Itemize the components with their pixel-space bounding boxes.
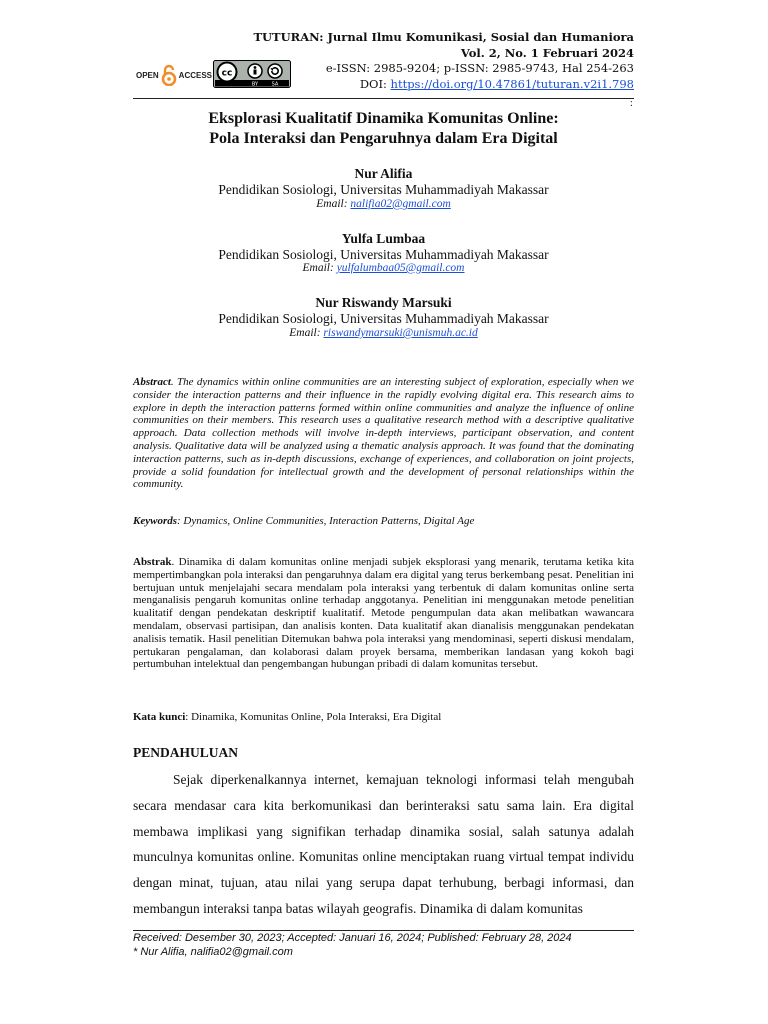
author-email-link[interactable]: nalifia02@gmail.com (350, 198, 451, 210)
footer-dates: Received: Desember 30, 2023; Accepted: Januari 16, 2024; Published: February 28, 2024 (133, 932, 572, 944)
license-by-label: BY (251, 81, 259, 88)
doi-label: DOI: (359, 76, 391, 91)
section-heading: PENDAHULUAN (133, 745, 239, 760)
keywords-text: : Dynamics, Online Communities, Interaction Patterns, Digital Age (177, 515, 475, 527)
abstrak-text: . Dinamika di dalam komunitas online menjadi subjek eksplorasi yang menarik, terutama ketika kita mempertimbangkan pola interaksi dan pengaruhnya dalam era digital yang terus berkembang pesat. Penelitian ini bertujuan untuk menjelajahi secara mendalam pola interaksi yang terbentuk di dalam komunitas online serta menganalisis pengaruh komunitas online terhadap anggotanya. Penelitian ini menggunakan metode penelitian kualitatif dengan pendekatan deskriptif kualitatif. Metode pengumpulan data akan melibatkan wawancara mendalam, observasi partisipan, dan analisis konten. Data kualitatif akan dianalisis menggunakan pendekatan analisis tematik. Hasil penelitian Ditemukan bahwa pola interaksi yang mendominasi, seperti diskusi mendalam, pertukaran pengalaman, dan kolaborasi dalam proyek bersama, memberikan landasan yang kokoh bagi pertumbuhan intelektual dan pengembangan hubungan pribadi di dalam komunitas tersebut. (133, 556, 634, 671)
abstract-label: Abstract (133, 376, 171, 388)
doi-link[interactable]: https://doi.org/10.47861/tuturan.v2i1.798 (390, 76, 634, 91)
journal-name: TUTURAN: Jurnal Ilmu Komunikasi, Sosial dan Humaniora (253, 30, 634, 44)
author-email: Email: nalifia02@gmail.com (316, 198, 451, 210)
kata-kunci-text: : Dinamika, Komunitas Online, Pola Interaksi, Era Digital (185, 711, 442, 723)
open-lock-icon (161, 64, 177, 86)
journal-volume: Vol. 2, No. 1 Februari 2024 (460, 45, 634, 60)
abstract-indonesian (133, 556, 634, 671)
paper-title (133, 109, 634, 149)
journal-issn: e-ISSN: 2985-9204; p-ISSN: 2985-9743, Hal 254-263 (325, 61, 634, 75)
keywords-indonesian (133, 711, 634, 723)
author-affiliation: Pendidikan Sosiologi, Universitas Muhammadiyah Makassar (218, 247, 549, 262)
author-email: Email: riswandymarsuki@unismuh.ac.id (289, 327, 478, 339)
author-email-link[interactable]: yulfalumbaa05@gmail.com (336, 262, 465, 274)
kata-kunci-label: Kata kunci (133, 711, 186, 723)
keywords-label: Keywords (133, 515, 177, 527)
keywords-english (133, 515, 634, 527)
footer-corresponding-author: * Nur Alifia, nalifia02@gmail.com (133, 946, 293, 958)
svg-text:cc: cc (221, 68, 233, 79)
title-line-1: Eksplorasi Kualitatif Dinamika Komunitas Online: (208, 110, 559, 127)
author-email-link[interactable]: riswandymarsuki@unismuh.ac.id (323, 327, 478, 339)
author-affiliation: Pendidikan Sosiologi, Universitas Muhammadiyah Makassar (218, 182, 549, 197)
header-colon: : (630, 98, 633, 109)
body-paragraph: Sejak diperkenalkannya internet, kemajuan teknologi informasi telah mengubah secara mendasar cara kita berkomunikasi dan berinteraksi satu sama lain. Era digital membawa implikasi yang signifikan terhadap dinamika sosial, salah satunya adalah munculnya komunitas online. Komunitas online menciptakan ruang virtual tempat individu dengan minat, tujuan, atau nilai yang serupa dapat terhubung, berbagi informasi, dan membangun interaksi tanpa batas wilayah geografis. Dinamika di dalam komunitas (133, 772, 634, 916)
author-name: Nur Alifia (354, 166, 413, 181)
abstrak-label: Abstrak (133, 556, 172, 568)
journal-doi (253, 77, 634, 93)
header-divider (133, 98, 634, 99)
footer-divider (133, 930, 634, 931)
journal-header (253, 30, 634, 92)
abstract-text: . The dynamics within online communities are an interesting subject of exploration, especially when we consider the interaction patterns and their influence in the rapidly evolving digital era. This research aims to explore in depth the interaction patterns formed within online communities and analyze the influence of online communities on their members. This research uses a qualitative research method with a descriptive qualitative approach. Data collection methods will involve in-depth interviews, participant observation, and content analysis. Qualitative data will be analyzed using a thematic analysis approach. It was found that the dominating interaction patterns, such as in-depth discussions, exchange of experiences, and collaboration on joint projects, provide a solid foundation for intellectual growth and the development of personal relationships within the community. (133, 376, 634, 491)
abstract-english (133, 376, 634, 491)
open-access-label-right: ACCESS (178, 70, 213, 80)
open-access-label-left: OPEN (136, 70, 159, 80)
cc-by-sa-license-icon (213, 60, 291, 88)
author-name: Yulfa Lumbaa (341, 231, 426, 246)
open-access-logo (136, 60, 212, 90)
author-affiliation: Pendidikan Sosiologi, Universitas Muhammadiyah Makassar (218, 311, 549, 326)
title-line-2: Pola Interaksi dan Pengaruhnya dalam Era Digital (209, 130, 558, 147)
author-email: Email: yulfalumbaa05@gmail.com (302, 262, 465, 274)
author-name: Nur Riswandy Marsuki (315, 295, 452, 310)
license-sa-label: SA (271, 81, 279, 88)
